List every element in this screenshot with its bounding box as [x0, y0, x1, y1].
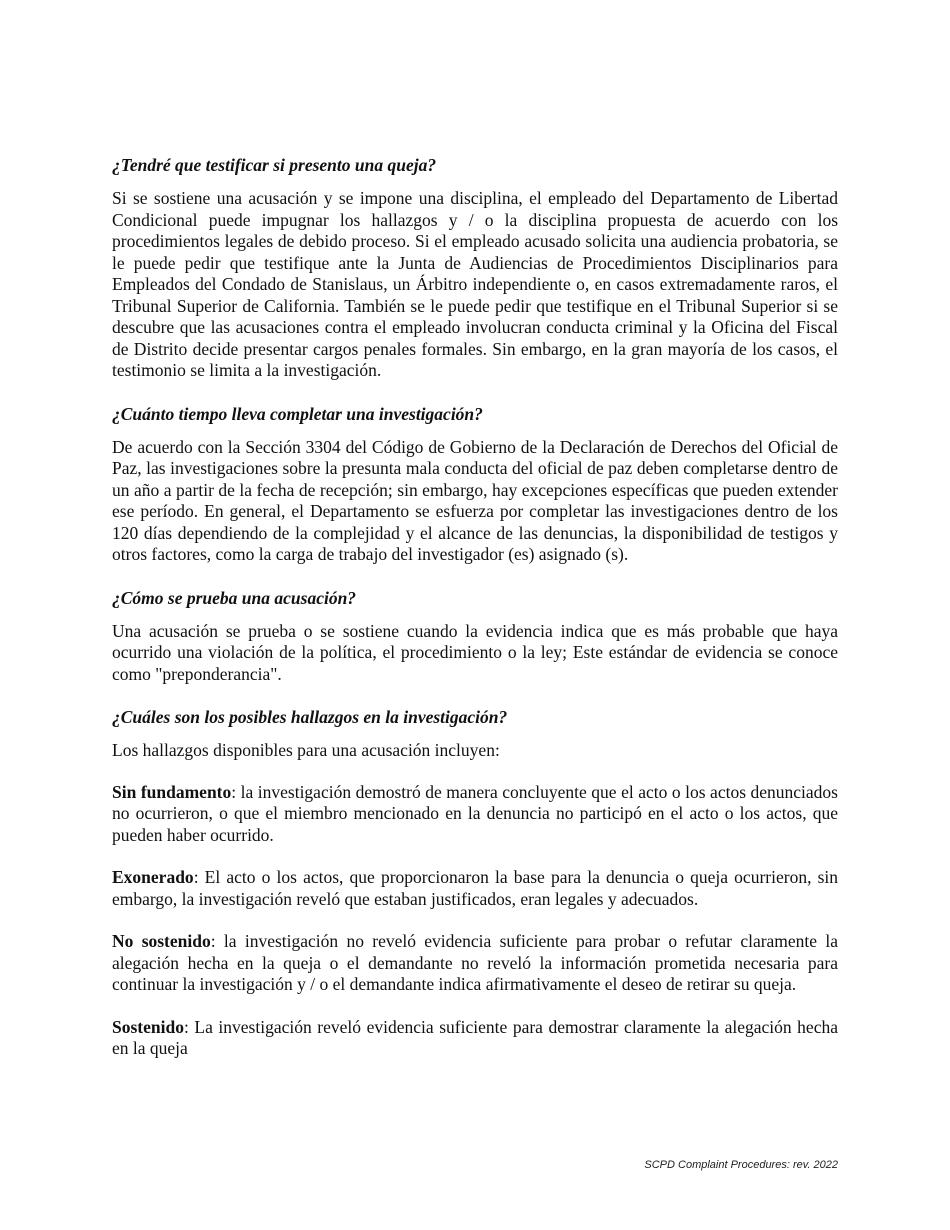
paragraph-findings-intro: Los hallazgos disponibles para una acusación incluyen:	[112, 740, 500, 760]
heading-testify: ¿Tendré que testificar si presento una queja?	[112, 155, 437, 175]
finding-term: Sostenido	[112, 1016, 184, 1037]
paragraph-investigation-time: De acuerdo con la Sección 3304 del Código de Gobierno de la Declaración de Derechos del Oficial de Paz, las investigaciones sobre la presunta mala conducta del oficial de paz deben completarse dentro de un año a partir de la fecha de recepción; sin embargo, hay excepciones específicas que pueden extender ese período. En general, el Departamento se esfuerza por completar las investigaciones dentro de los 120 días dependiendo de la complejidad y el alcance de las denuncias, la disponibilidad de testigos y otros factores, como la carga de trabajo del investigador (es) asignado (s).	[112, 436, 838, 564]
finding-sustained	[112, 1017, 838, 1060]
heading-investigation-time: ¿Cuánto tiempo lleva completar una investigación?	[112, 403, 483, 424]
finding-term: No sostenido	[112, 931, 211, 951]
finding-term: Sin fundamento	[112, 781, 232, 802]
finding-text: : la investigación no reveló evidencia suficiente para probar o refutar claramente la alegación hecha en la queja o el demandante no reveló la información prometida necesaria para continuar la investigación y / o el demandante indica afirmativamente el deseo de retirar su queja.	[112, 931, 838, 994]
paragraph-proof: Una acusación se prueba o se sostiene cuando la evidencia indica que es más probable que haya ocurrido una violación de la política, el procedimiento o la ley; Este estándar de evidencia se conoce como "preponderancia".	[112, 620, 838, 684]
heading-proof: ¿Cómo se prueba una acusación?	[112, 587, 357, 608]
page-footer: SCPD Complaint Procedures: rev. 2022	[644, 1159, 838, 1171]
heading-findings: ¿Cuáles son los posibles hallazgos en la investigación?	[112, 707, 508, 727]
paragraph-testify: Si se sostiene una acusación y se impone una disciplina, el empleado del Departamento de Libertad Condicional puede impugnar los hallazgos y / o la disciplina propuesta de acuerdo con los procedimientos legales de debido proceso. Si el empleado acusado solicita una audiencia probatoria, se le puede pedir que testifique ante la Junta de Audiencias de Procedimientos Disciplinarios para Empleados del Condado de Stanislaus, un Árbitro independiente o, en casos extremadamente raros, el Tribunal Superior de California. También se le puede pedir que testifique en el Tribunal Superior si se descubre que las acusaciones contra el empleado involucran conducta criminal y la Oficina del Fiscal de Distrito decide presentar cargos penales formales. Sin embargo, en la gran mayoría de los casos, el testimonio se limita a la investigación.	[112, 188, 838, 380]
finding-text: : La investigación reveló evidencia suficiente para demostrar claramente la alegación hecha en la queja	[112, 1016, 838, 1058]
finding-exonerated	[112, 867, 838, 910]
finding-text: : la investigación demostró de manera concluyente que el acto o los actos denunciados no ocurrieron, o que el miembro mencionado en la denuncia no participó en el acto o los actos, que pueden haber ocurrido.	[112, 781, 838, 845]
finding-text: : El acto o los actos, que proporcionaron la base para la denuncia o queja ocurrieron, sin embargo, la investigación reveló que estaban justificados, eran legales y adecuados.	[112, 867, 838, 909]
document-page	[112, 154, 838, 1081]
finding-term: Exonerado	[112, 867, 194, 887]
finding-unfounded	[112, 782, 838, 847]
finding-not-sustained	[112, 931, 838, 996]
